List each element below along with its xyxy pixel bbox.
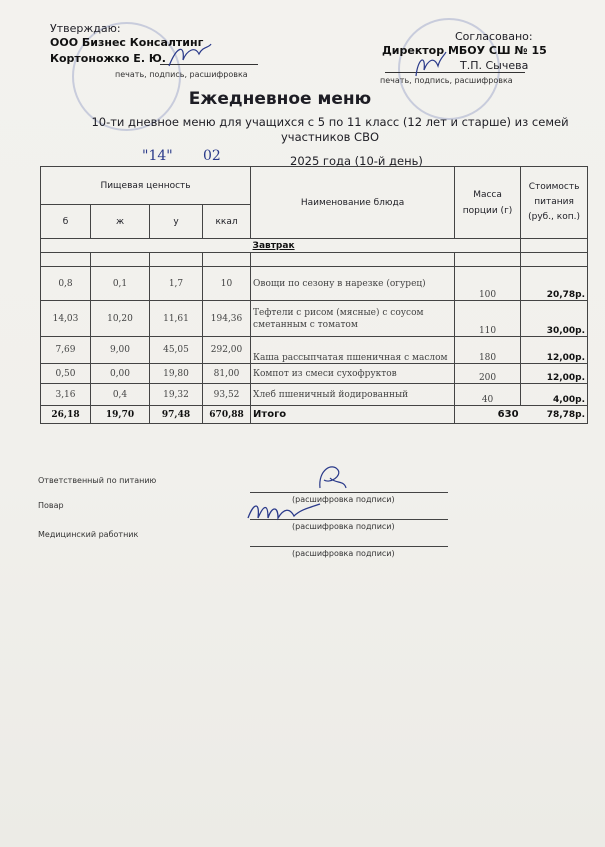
approve-caption: печать, подпись, расшифровка (115, 70, 248, 79)
agree-caption: печать, подпись, расшифровка (380, 76, 513, 85)
approve-person: Кортоножко Е. Ю. (50, 52, 166, 65)
responsible-label: Ответственный по питанию (38, 476, 157, 485)
menu-table (40, 166, 588, 424)
cell-mass: 100 (455, 267, 521, 301)
col-kcal: ккал (203, 205, 251, 239)
cell-mass: 110 (455, 301, 521, 337)
col-proteins: б (41, 205, 91, 239)
cell-dish: Хлеб пшеничный йодированный (251, 384, 455, 406)
cell-zh: 0,00 (91, 364, 150, 384)
cell-cost: 12,00р. (521, 337, 588, 364)
date-rest: 2025 года (10-й день) (290, 154, 423, 168)
table-row (41, 384, 588, 406)
cell-zh: 9,00 (91, 337, 150, 364)
responsible-signature (312, 458, 352, 494)
col-carbs: у (150, 205, 203, 239)
medic-line (250, 546, 448, 547)
cell-dish: Каша рассыпчатая пшеничная с маслом (251, 337, 455, 364)
total-b: 26,18 (41, 406, 91, 424)
cell-u: 1,7 (150, 267, 203, 301)
cell-cost: 4,00р. (521, 384, 588, 406)
cell-u: 45,05 (150, 337, 203, 364)
section-breakfast: Завтрак (251, 239, 521, 253)
cell-dish: Тефтели с рисом (мясные) с соусом сметанным с томатом (251, 301, 455, 337)
cell-b: 3,16 (41, 384, 91, 406)
cell-zh: 0,1 (91, 267, 150, 301)
medic-label: Медицинский работник (38, 530, 139, 539)
nutrition-header: Пищевая ценность (41, 167, 251, 205)
cost-header: Стоимость питания (руб., коп.) (521, 167, 588, 239)
col-fats: ж (91, 205, 150, 239)
table-row (41, 267, 588, 301)
table-row (41, 364, 588, 384)
cell-cost: 20,78р. (521, 267, 588, 301)
total-mass: 630 (455, 406, 521, 424)
cell-u: 11,61 (150, 301, 203, 337)
page-title: Ежедневное меню (188, 89, 372, 109)
cell-b: 14,03 (41, 301, 91, 337)
cell-kcal: 292,00 (203, 337, 251, 364)
cell-kcal: 194,36 (203, 301, 251, 337)
cell-b: 0,8 (41, 267, 91, 301)
total-kcal: 670,88 (203, 406, 251, 424)
cook-decode: (расшифровка подписи) (292, 522, 395, 531)
cell-b: 7,69 (41, 337, 91, 364)
cell-cost: 30,00р. (521, 301, 588, 337)
cell-mass: 180 (455, 337, 521, 364)
agree-label: Согласовано: (455, 30, 533, 43)
cell-u: 19,32 (150, 384, 203, 406)
cook-label: Повар (38, 501, 64, 510)
cell-dish: Компот из смеси сухофруктов (251, 364, 455, 384)
cell-kcal: 81,00 (203, 364, 251, 384)
date-month: 02 (203, 148, 221, 164)
cell-zh: 10,20 (91, 301, 150, 337)
date-day: "14" (142, 148, 173, 164)
agree-signature-line (385, 72, 525, 73)
dish-name-header: Наименование блюда (251, 167, 455, 239)
approve-org: ООО Бизнес Консалтинг (50, 36, 204, 49)
cell-b: 0,50 (41, 364, 91, 384)
cell-dish: Овощи по сезону в нарезке (огурец) (251, 267, 455, 301)
cook-signature (244, 496, 324, 526)
approve-label: Утверждаю: (50, 22, 121, 35)
responsible-decode: (расшифровка подписи) (292, 495, 395, 504)
cell-zh: 0,4 (91, 384, 150, 406)
agree-person: Т.П. Сычева (460, 59, 529, 72)
cell-cost: 12,00р. (521, 364, 588, 384)
cell-mass: 200 (455, 364, 521, 384)
total-row (41, 406, 588, 424)
medic-decode: (расшифровка подписи) (292, 549, 395, 558)
total-cost: 78,78р. (521, 406, 588, 424)
mass-header: Масса порции (г) (455, 167, 521, 239)
total-u: 97,48 (150, 406, 203, 424)
cell-kcal: 10 (203, 267, 251, 301)
page-subtitle: 10-ти дневное меню для учащихся с 5 по 11 класс (12 лет и старше) из семей участников СВО (91, 115, 569, 144)
table-row (41, 337, 588, 364)
cell-u: 19,80 (150, 364, 203, 384)
table-row (41, 301, 588, 337)
approve-signature (165, 40, 215, 70)
agree-position: Директор МБОУ СШ № 15 (382, 44, 547, 57)
total-zh: 19,70 (91, 406, 150, 424)
cell-kcal: 93,52 (203, 384, 251, 406)
total-label: Итого (251, 406, 455, 424)
cell-mass: 40 (455, 384, 521, 406)
